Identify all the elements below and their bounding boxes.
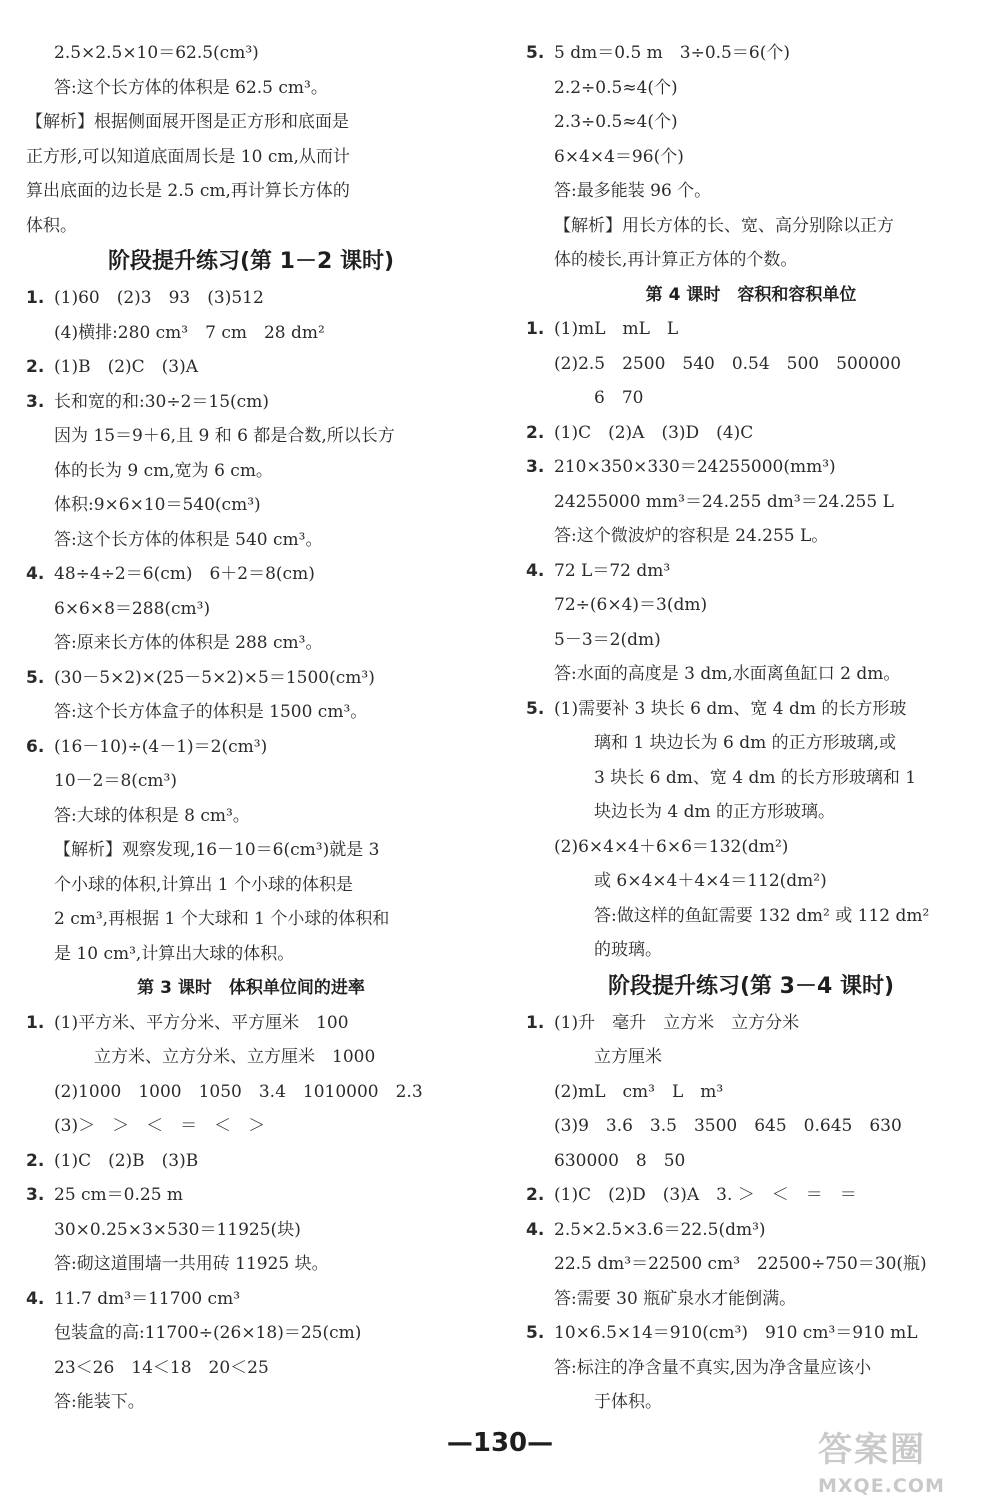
line-text: 2.5×2.5×3.6＝22.5(dm³) — [554, 1219, 766, 1240]
line-text: 24255000 mm³＝24.255 dm³＝24.255 L — [554, 491, 894, 512]
line-text: 答:原来长方体的体积是 288 cm³。 — [54, 633, 323, 653]
answer-line — [526, 830, 976, 865]
answer-line — [26, 1213, 476, 1248]
line-text: 阶段提升练习(第 1－2 课时) — [107, 249, 395, 274]
question-line — [526, 1316, 976, 1351]
analysis-line — [26, 209, 476, 244]
line-text: 答:大球的体积是 8 cm³。 — [54, 805, 250, 826]
answer-line — [526, 795, 976, 830]
question-number: 4. — [526, 560, 545, 581]
question-line — [26, 385, 476, 420]
watermark-url: MXQE.COM — [818, 1475, 945, 1497]
line-text: (2)2.5 2500 540 0.54 500 500000 — [554, 353, 902, 374]
line-text: 答:做这样的鱼缸需要 132 dm² 或 112 dm² — [594, 905, 930, 926]
line-text: 答:这个长方体的体积是 62.5 cm³。 — [54, 77, 328, 98]
line-text: 210×350×330＝24255000(mm³) — [554, 457, 836, 477]
answer-line — [526, 1385, 976, 1420]
line-text: 算出底面的边长是 2.5 cm,再计算长方体的 — [26, 181, 350, 201]
line-text: (2)1000 1000 1050 3.4 1010000 2.3 — [54, 1081, 423, 1102]
answer-line — [26, 1040, 476, 1075]
line-text: 48÷4÷2＝6(cm) 6＋2＝8(cm) — [54, 564, 315, 584]
line-text: 11.7 dm³＝11700 cm³ — [54, 1288, 241, 1309]
question-number: 1. — [26, 1012, 45, 1033]
line-text: 答:这个微波炉的容积是 24.255 L。 — [554, 526, 829, 546]
line-text: (4)横排:280 cm³ 7 cm 28 dm² — [54, 322, 325, 343]
answer-line — [526, 1075, 976, 1110]
line-text: (1)C (2)D (3)A 3. ＞ ＜ ＝ ＝ — [554, 1185, 857, 1205]
line-text: 第 4 课时 容积和容积单位 — [645, 284, 857, 305]
analysis-line — [526, 209, 976, 244]
question-line — [526, 692, 976, 727]
section-heading — [526, 968, 976, 1006]
question-line — [526, 554, 976, 589]
answer-line — [26, 1075, 476, 1110]
question-line — [26, 1178, 476, 1213]
question-line — [26, 281, 476, 316]
answer-line — [526, 1144, 976, 1179]
line-text: (3)＞ ＞ ＜ ＝ ＜ ＞ — [54, 1116, 266, 1136]
line-text: (16－10)÷(4－1)＝2(cm³) — [54, 736, 268, 757]
answer-line — [526, 140, 976, 175]
line-text: 的玻璃。 — [594, 940, 662, 960]
right-column — [526, 36, 976, 1420]
line-text: 体的棱长,再计算正方体的个数。 — [554, 250, 798, 270]
line-text: 2.3÷0.5≈4(个) — [554, 112, 678, 132]
answer-line — [26, 488, 476, 523]
question-number: 4. — [26, 1288, 45, 1309]
lesson-heading — [26, 971, 476, 1006]
answer-line — [526, 761, 976, 796]
answer-line — [26, 1247, 476, 1282]
line-text: (30－5×2)×(25－5×2)×5＝1500(cm³) — [54, 667, 375, 688]
line-text: 答:砌这道围墙一共用砖 11925 块。 — [54, 1254, 329, 1274]
line-text: 体积:9×6×10＝540(cm³) — [54, 495, 261, 515]
line-text: 立方米、立方分米、立方厘米 1000 — [94, 1047, 376, 1067]
line-text: 阶段提升练习(第 3－4 课时) — [607, 973, 895, 999]
answer-line — [26, 1385, 476, 1420]
question-line — [26, 350, 476, 385]
analysis-line — [26, 833, 476, 868]
line-text: (1)C (2)A (3)D (4)C — [554, 422, 754, 443]
question-number: 3. — [526, 457, 545, 477]
line-text: 3 块长 6 dm、宽 4 dm 的长方形玻璃和 1 — [594, 767, 917, 788]
question-number: 3. — [26, 391, 45, 412]
answer-line — [526, 1282, 976, 1317]
line-text: 是 10 cm³,计算出大球的体积。 — [54, 943, 295, 964]
line-text: 因为 15＝9＋6,且 9 和 6 都是合数,所以长方 — [54, 426, 395, 446]
answer-line — [526, 347, 976, 382]
line-text: (2)6×4×4＋6×6＝132(dm²) — [554, 836, 789, 857]
answer-line — [526, 1109, 976, 1144]
answer-line — [526, 1040, 976, 1075]
answer-line — [526, 1247, 976, 1282]
line-text: 正方形,可以知道底面周长是 10 cm,从而计 — [26, 146, 350, 167]
line-text: 第 3 课时 体积单位间的进率 — [137, 978, 365, 998]
line-text: 答:标注的净含量不真实,因为净含量应该小 — [554, 1357, 872, 1378]
question-line — [526, 36, 976, 71]
line-text: (3)9 3.6 3.5 3500 645 0.645 630 — [554, 1116, 902, 1136]
answer-line — [26, 592, 476, 627]
question-line — [526, 1006, 976, 1041]
question-number: 4. — [526, 1219, 545, 1240]
analysis-line — [26, 140, 476, 175]
answer-line — [26, 71, 476, 106]
answer-line — [26, 523, 476, 558]
answer-line — [26, 454, 476, 489]
line-text: 答:能装下。 — [54, 1392, 145, 1412]
section-heading — [26, 243, 476, 281]
line-text: 答:这个长方体盒子的体积是 1500 cm³。 — [54, 702, 368, 722]
answer-line — [26, 316, 476, 351]
line-text: (1)60 (2)3 93 (3)512 — [54, 288, 264, 308]
question-number: 2. — [26, 1150, 45, 1171]
answer-line — [26, 937, 476, 972]
answer-line — [26, 1316, 476, 1351]
answer-line — [26, 695, 476, 730]
answer-line — [526, 623, 976, 658]
line-text: 23＜26 14＜18 20＜25 — [54, 1357, 269, 1378]
line-text: 体的长为 9 cm,宽为 6 cm。 — [54, 460, 273, 481]
question-number: 5. — [26, 667, 45, 688]
left-column — [26, 36, 476, 1420]
line-text: (1)升 毫升 立方米 立方分米 — [554, 1012, 800, 1033]
line-text: 5－3＝2(dm) — [554, 629, 661, 650]
line-text: 630000 8 50 — [554, 1150, 686, 1171]
line-text: (2)mL cm³ L m³ — [554, 1081, 724, 1102]
line-text: 体积。 — [26, 215, 77, 236]
line-text: 于体积。 — [594, 1392, 662, 1412]
question-line — [526, 416, 976, 451]
line-text: 【解析】用长方体的长、宽、高分别除以正方 — [554, 215, 894, 236]
line-text: 10×6.5×14＝910(cm³) 910 cm³＝910 mL — [554, 1323, 918, 1343]
line-text: (1)mL mL L — [554, 319, 679, 339]
question-line — [526, 1213, 976, 1248]
line-text: 答:需要 30 瓶矿泉水才能倒满。 — [554, 1288, 797, 1309]
answer-line — [26, 419, 476, 454]
line-text: 5 dm＝0.5 m 3÷0.5＝6(个) — [554, 43, 790, 63]
answer-line — [526, 381, 976, 416]
line-text: 个小球的体积,计算出 1 个小球的体积是 — [54, 874, 354, 895]
answer-line — [526, 71, 976, 106]
watermark-title: 答案圈 — [818, 1430, 926, 1470]
lesson-heading — [526, 278, 976, 313]
answer-line — [526, 726, 976, 761]
answer-line — [526, 864, 976, 899]
answer-line — [526, 933, 976, 968]
answer-line — [526, 243, 976, 278]
answer-line — [26, 868, 476, 903]
analysis-line — [26, 105, 476, 140]
line-text: 6×4×4＝96(个) — [554, 146, 684, 167]
answer-line — [26, 626, 476, 661]
answer-line — [26, 799, 476, 834]
question-number: 1. — [526, 1012, 545, 1033]
line-text: 璃和 1 块边长为 6 dm 的正方形玻璃,或 — [594, 733, 897, 753]
question-line — [526, 450, 976, 485]
answer-line — [526, 899, 976, 934]
line-text: 包装盒的高:11700÷(26×18)＝25(cm) — [54, 1323, 362, 1343]
question-line — [26, 1144, 476, 1179]
answer-line — [526, 174, 976, 209]
question-number: 2. — [526, 422, 545, 443]
question-number: 1. — [526, 319, 545, 339]
line-text: (1)B (2)C (3)A — [54, 357, 199, 377]
line-text: 答:这个长方体的体积是 540 cm³。 — [54, 529, 323, 550]
question-line — [526, 1178, 976, 1213]
line-text: 22.5 dm³＝22500 cm³ 22500÷750＝30(瓶) — [554, 1254, 927, 1274]
line-text: 长和宽的和:30÷2＝15(cm) — [54, 391, 269, 412]
answer-line — [526, 105, 976, 140]
answer-line — [26, 1351, 476, 1386]
question-line — [26, 661, 476, 696]
question-number: 5. — [526, 43, 545, 63]
line-text: 立方厘米 — [594, 1047, 662, 1067]
line-text: 72÷(6×4)＝3(dm) — [554, 595, 708, 615]
line-text: 答:水面的高度是 3 dm,水面离鱼缸口 2 dm。 — [554, 664, 901, 684]
question-line — [26, 730, 476, 765]
question-number: 5. — [526, 698, 545, 719]
line-text: 25 cm＝0.25 m — [54, 1185, 184, 1205]
answer-line — [26, 902, 476, 937]
answer-line — [26, 1109, 476, 1144]
answer-line — [526, 485, 976, 520]
watermark-logo — [818, 1428, 990, 1508]
line-text: 10－2＝8(cm³) — [54, 771, 177, 791]
answer-line — [526, 519, 976, 554]
line-text: (1)平方米、平方分米、平方厘米 100 — [54, 1012, 349, 1033]
line-text: 6×6×8＝288(cm³) — [54, 598, 211, 619]
question-number: 6. — [26, 736, 45, 757]
line-text: 【解析】观察发现,16－10＝6(cm³)就是 3 — [54, 840, 380, 860]
line-text: 72 L＝72 dm³ — [554, 560, 671, 581]
line-text: 2.2÷0.5≈4(个) — [554, 77, 678, 98]
answer-line — [26, 764, 476, 799]
line-text: 2.5×2.5×10＝62.5(cm³) — [54, 43, 259, 63]
question-line — [26, 1282, 476, 1317]
question-number: 2. — [26, 357, 45, 377]
page-number: —130— — [446, 1428, 554, 1458]
line-text: (1)需要补 3 块长 6 dm、宽 4 dm 的长方形玻 — [554, 698, 907, 719]
question-number: 5. — [526, 1323, 545, 1343]
answer-line — [526, 657, 976, 692]
line-text: 30×0.25×3×530＝11925(块) — [54, 1219, 301, 1240]
line-text: (1)C (2)B (3)B — [54, 1150, 199, 1171]
answer-line — [526, 1351, 976, 1386]
line-text: 6 70 — [594, 388, 644, 408]
question-line — [26, 1006, 476, 1041]
line-text: 或 6×4×4＋4×4＝112(dm²) — [594, 871, 827, 891]
answer-line — [526, 588, 976, 623]
line-text: 2 cm³,再根据 1 个大球和 1 个小球的体积和 — [54, 909, 390, 929]
line-text: 【解析】根据侧面展开图是正方形和底面是 — [26, 112, 349, 132]
question-number: 1. — [26, 288, 45, 308]
question-line — [526, 312, 976, 347]
question-number: 3. — [26, 1185, 45, 1205]
question-number: 4. — [26, 564, 45, 584]
question-number: 2. — [526, 1185, 545, 1205]
line-text: 答:最多能装 96 个。 — [554, 181, 712, 201]
answer-line — [26, 36, 476, 71]
question-line — [26, 557, 476, 592]
analysis-line — [26, 174, 476, 209]
line-text: 块边长为 4 dm 的正方形玻璃。 — [594, 802, 836, 822]
